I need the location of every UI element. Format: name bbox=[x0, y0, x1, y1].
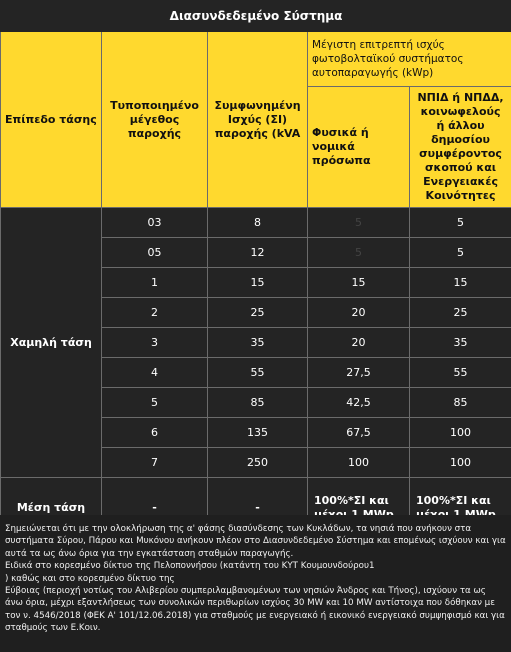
header-natural-legal-persons: Φυσικά ή νομικά πρόσωπα bbox=[308, 87, 410, 208]
natural-persons-cell: 100 bbox=[308, 448, 410, 478]
agreed-power-cell: 8 bbox=[208, 208, 308, 238]
supply-size-cell: - bbox=[102, 478, 208, 539]
header-voltage-level: Επίπεδο τάσης bbox=[1, 32, 102, 208]
agreed-power-cell: - bbox=[208, 478, 308, 539]
natural-persons-cell: 20 bbox=[308, 298, 410, 328]
agreed-power-cell: 25 bbox=[208, 298, 308, 328]
public-entities-cell: 55 bbox=[410, 358, 511, 388]
public-entities-cell: 100%*ΣΙ και bbox=[410, 478, 511, 539]
footnote-paragraph: Σημειώνεται ότι με την ολοκλήρωση της α' φάσης διασύνδεσης των Κυκλάδων, τα νησιά που ανήκουν στα συστήματα Σύρου, Πάρου και Μυκόνου ανήκουν πλέον στο Διασυνδεδεμένο Σύστημα και επομένως ισχύουν και για αυτά τα ως άνω όρια για την εγκατάσταση σταθμών παραγωγής. bbox=[5, 524, 506, 559]
natural-persons-cell: 5 bbox=[308, 208, 410, 238]
agreed-power-cell: 35 bbox=[208, 328, 308, 358]
agreed-power-cell: 55 bbox=[208, 358, 308, 388]
agreed-power-cell: 135 bbox=[208, 418, 308, 448]
supply-size-cell: 7 bbox=[102, 448, 208, 478]
public-entities-cell: 85 bbox=[410, 388, 511, 418]
natural-persons-cell: 20 bbox=[308, 328, 410, 358]
natural-persons-cell: 100%*ΣΙ και bbox=[308, 478, 410, 539]
natural-persons-cell: 15 bbox=[308, 268, 410, 298]
supply-size-cell: 05 bbox=[102, 238, 208, 268]
footnote bbox=[0, 515, 511, 652]
medium-voltage-label: Μέση τάση bbox=[1, 478, 102, 539]
agreed-power-cell: 15 bbox=[208, 268, 308, 298]
header-max-power-group: Μέγιστη επιτρεπτή ισχύς φωτοβολταϊκού συστήματος αυτοπαραγωγής (kWp) bbox=[308, 32, 511, 87]
public-entities-cell: 5 bbox=[410, 238, 511, 268]
low-voltage-label: Χαμηλή τάση bbox=[1, 208, 102, 478]
public-entities-cell: 5 bbox=[410, 208, 511, 238]
footnote-paragraph: Εύβοιας (περιοχή νοτίως του Αλιβερίου συμπεριλαμβανομένων των νησιών Άνδρος και Τήνος), ισχύουν τα ως άνω όρια, μέχρι εξαντλήσεως των συνολικών περιθωρίων ισχύος 30 MW και 10 MW αντίστοιχα που δόθηκαν με τον ν. 4546/2018 (ΦΕΚ Α' 101/12.06.2018) για σταθμούς με ενεργειακό ή εικονικό ενεργειακό συμψηφισμό και για σταθμούς των Ε.Κοιν. bbox=[5, 586, 505, 634]
supply-size-cell: 3 bbox=[102, 328, 208, 358]
agreed-power-cell: 85 bbox=[208, 388, 308, 418]
footnote-paragraph: Ειδικά στο κορεσμένο δίκτυο της Πελοποννήσου (κατάντη του ΚΥΤ Κουμουνδούρου1 bbox=[5, 561, 375, 572]
agreed-power-cell: 250 bbox=[208, 448, 308, 478]
table-title: Διασυνδεδεμένο Σύστημα bbox=[1, 1, 511, 32]
public-entities-cell: 35 bbox=[410, 328, 511, 358]
natural-persons-cell: 42,5 bbox=[308, 388, 410, 418]
public-entities-cell: 100 bbox=[410, 448, 511, 478]
public-entities-cell: 15 bbox=[410, 268, 511, 298]
natural-persons-cell: 5 bbox=[308, 238, 410, 268]
supply-size-cell: 4 bbox=[102, 358, 208, 388]
public-entities-cell: 100 bbox=[410, 418, 511, 448]
natural-persons-cell: 27,5 bbox=[308, 358, 410, 388]
natural-persons-cell: 67,5 bbox=[308, 418, 410, 448]
supply-size-cell: 03 bbox=[102, 208, 208, 238]
supply-size-cell: 6 bbox=[102, 418, 208, 448]
supply-size-cell: 2 bbox=[102, 298, 208, 328]
supply-size-cell: 1 bbox=[102, 268, 208, 298]
public-entities-cell: 25 bbox=[410, 298, 511, 328]
supply-size-cell: 5 bbox=[102, 388, 208, 418]
header-supply-size: Τυποποιημένο μέγεθος παροχής bbox=[102, 32, 208, 208]
footnote-paragraph: ) καθώς και στο κορεσμένο δίκτυο της bbox=[5, 573, 175, 584]
table-row bbox=[1, 208, 511, 238]
header-public-entities: ΝΠΙΔ ή ΝΠΔΔ, κοινωφελούς ή άλλου δημοσίου συμφέροντος σκοπού και Ενεργειακές Κοινότητες bbox=[410, 87, 511, 208]
header-agreed-power: Συμφωνημένη Ισχύς (ΣΙ) παροχής (kVA bbox=[208, 32, 308, 208]
agreed-power-cell: 12 bbox=[208, 238, 308, 268]
